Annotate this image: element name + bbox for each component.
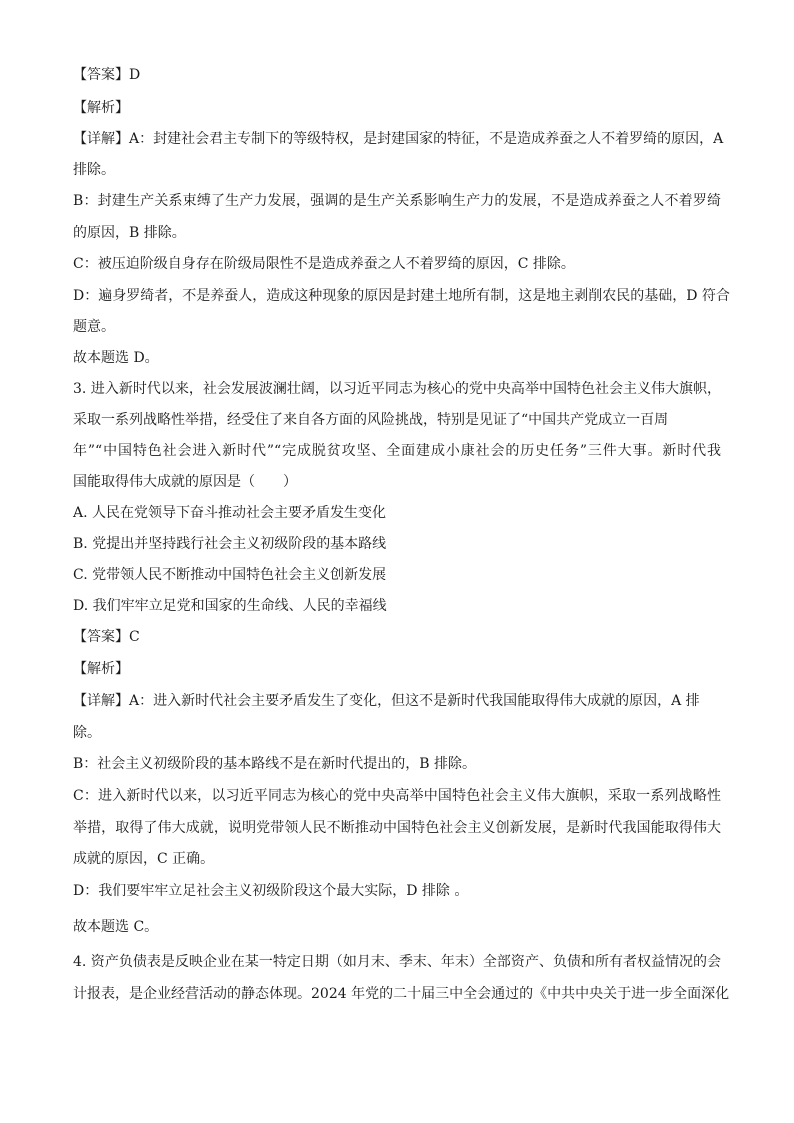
q4-stem-line: 4. 资产负债表是反映企业在某一特定日期（如月末、季末、年末）全部资产、负债和所有者权益情况的会 (73, 954, 721, 970)
q2-answer: 【答案】D (73, 67, 141, 83)
q3-option-a: A. 人民在党领导下奋斗推动社会主要矛盾发生变化 (73, 505, 387, 521)
q3-stem-line: 3. 进入新时代以来，社会发展波澜壮阔，以习近平同志为核心的党中央高举中国特色社会主义伟大旗帜， (73, 381, 721, 397)
q4-stem-line: 计报表，是企业经营活动的静态体现。2024 年党的二十届三中全会通过的《中共中央关于进一步全面深化 (73, 986, 730, 1002)
q2-detail-line: B：封建生产关系束缚了生产力发展，强调的是生产关系影响生产力的发展，不是造成养蚕之人不着罗绮 (73, 193, 721, 209)
q2-detail-line: C：被压迫阶级自身存在阶级局限性不是造成养蚕之人不着罗绮的原因，C 排除。 (73, 256, 575, 272)
q3-option-b: B. 党提出并坚持践行社会主义初级阶段的基本路线 (73, 536, 387, 552)
q3-stem-line: 年”“中国特色社会进入新时代”“完成脱贫攻坚、全面建成小康社会的历史任务”三件大事。新时代我 (73, 443, 721, 459)
q3-detail-line: B：社会主义初级阶段的基本路线不是在新时代提出的，B 排除。 (73, 756, 477, 772)
q3-answer: 【答案】C (73, 629, 140, 645)
q3-stem-line: 国能取得伟大成就的原因是（ ） (73, 474, 297, 490)
q2-detail-line: 题意。 (73, 319, 115, 335)
q3-option-c: C. 党带领人民不断推动中国特色社会主义创新发展 (73, 567, 387, 583)
q3-detail-line: 成就的原因，C 正确。 (73, 851, 215, 867)
q3-conclusion: 故本题选 C。 (73, 919, 159, 935)
q3-detail-line: C：进入新时代以来，以习近平同志为核心的党中央高举中国特色社会主义伟大旗帜，采取一系列战略性 (73, 788, 721, 804)
q3-detail-line: 除。 (73, 725, 101, 741)
q3-option-d: D. 我们牢牢立足党和国家的生命线、人民的幸福线 (73, 598, 387, 614)
q2-detail-line: 【详解】A：封建社会君主专制下的等级特权，是封建国家的特征，不是造成养蚕之人不着罗绮的原因，A (73, 131, 724, 147)
q3-detail-line: D：我们要牢牢立足社会主义初级阶段这个最大实际，D 排除 。 (73, 883, 469, 899)
q3-stem-line: 采取一系列战略性举措，经受住了来自各方面的风险挑战，特别是见证了“中国共产党成立一百周 (73, 412, 669, 428)
q2-detail-line: 排除。 (73, 162, 115, 178)
q2-analysis-heading: 【解析】 (73, 100, 129, 116)
q2-conclusion: 故本题选 D。 (73, 350, 159, 366)
q3-detail-line: 【详解】A：进入新时代社会主要矛盾发生了变化，但这不是新时代我国能取得伟大成就的原因，A 排 (73, 693, 700, 709)
q3-analysis-heading: 【解析】 (73, 661, 129, 677)
q2-detail-line: 的原因，B 排除。 (73, 225, 186, 241)
q2-detail-line: D：遍身罗绮者，不是养蚕人，造成这种现象的原因是封建土地所有制，这是地主剥削农民的基础，D 符合 (73, 288, 730, 304)
q3-detail-line: 举措，取得了伟大成就，说明党带领人民不断推动中国特色社会主义创新发展，是新时代我国能取得伟大 (73, 820, 721, 836)
